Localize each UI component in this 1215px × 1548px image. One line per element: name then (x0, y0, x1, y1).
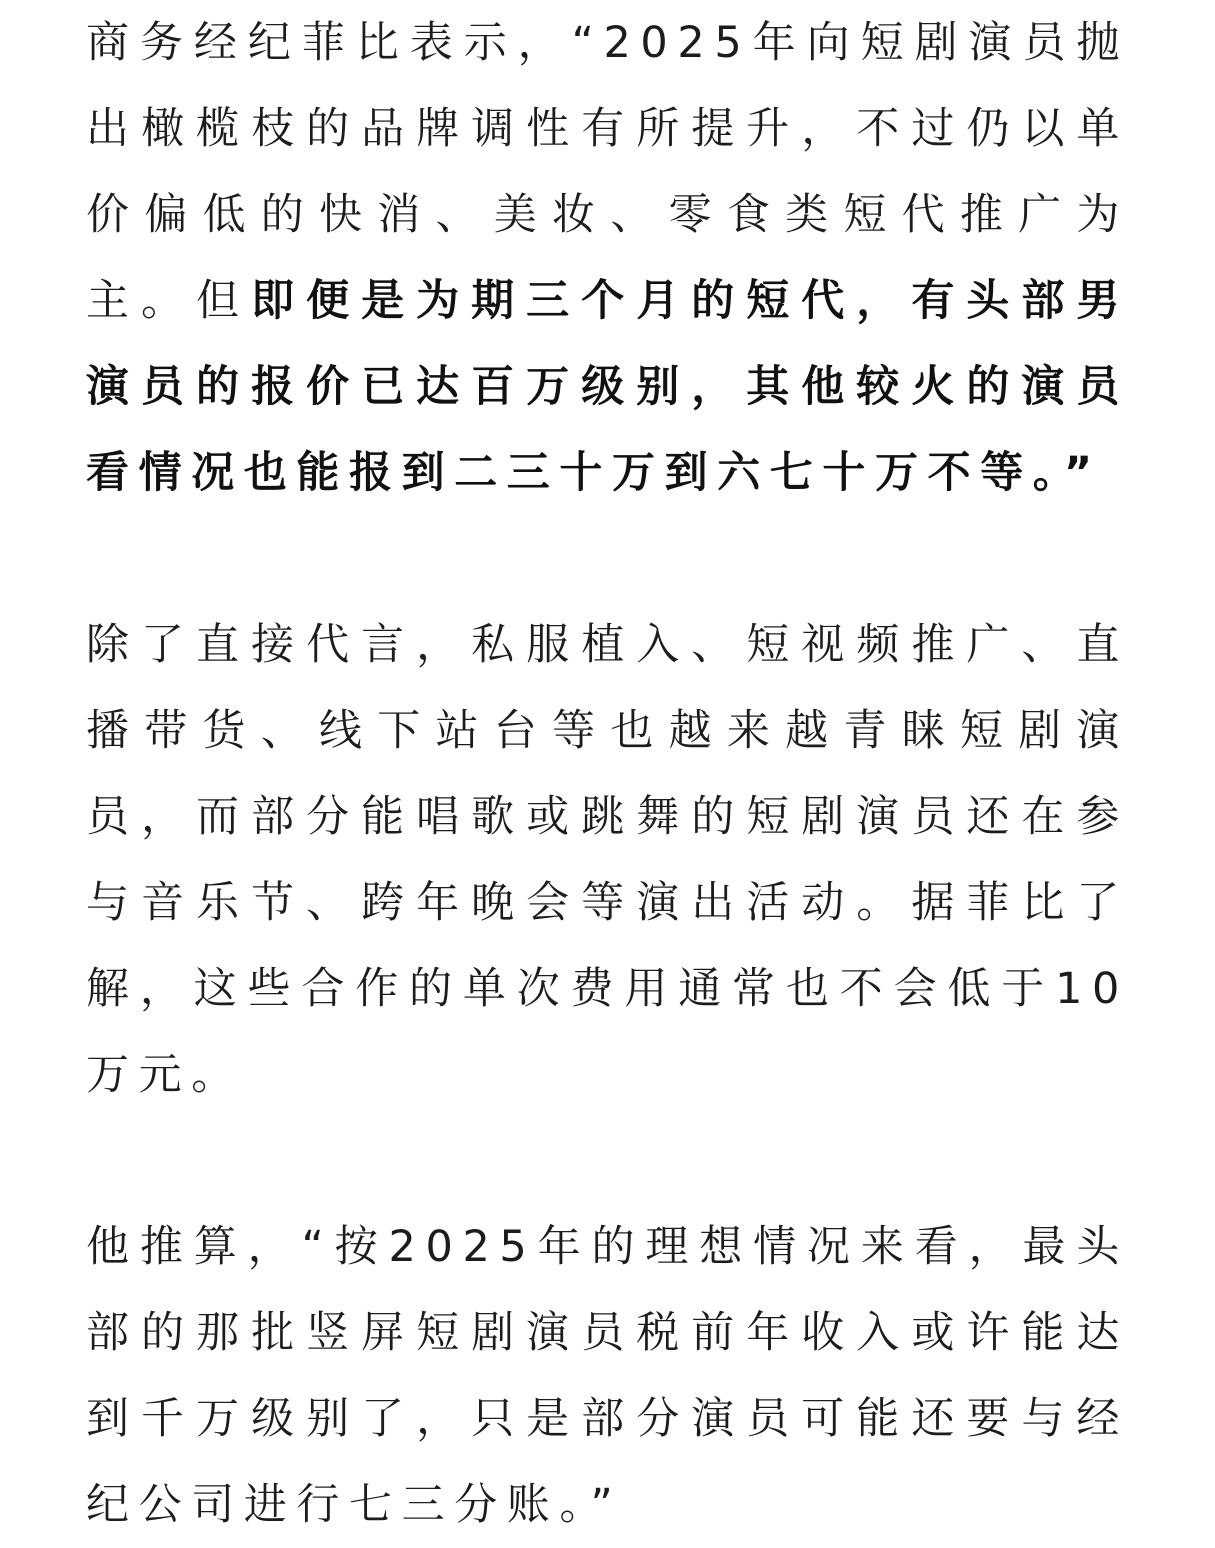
paragraph-annual-income (86, 1204, 1129, 1548)
paragraph-other-cooperation (86, 602, 1129, 1118)
paragraph-brand-endorsement (86, 0, 1129, 516)
paragraph-bold-text: 即便是为期三个月的短代，有头部男演员的报价已达百万级别，其他较火的演员看情况也能报到二三十万到六七十万不等。” (86, 276, 1129, 498)
paragraph-text: 除了直接代言，私服植入、短视频推广、直播带货、线下站台等也越来越青睐短剧演员，而部分能唱歌或跳舞的短剧演员还在参与音乐节、跨年晚会等演出活动。据菲比了解，这些合作的单次费用通常也不会低于10万元。 (86, 620, 1129, 1100)
paragraph-text: 他推算，“按2025年的理想情况来看，最头部的那批竖屏短剧演员税前年收入或许能达到千万级别了，只是部分演员可能还要与经纪公司进行七三分账。” (86, 1222, 1129, 1530)
article-body (86, 0, 1129, 1548)
paragraph-text: 商务经纪菲比表示，“2025年向短剧演员抛出橄榄枝的品牌调性有所提升，不过仍以单价偏低的快消、美妆、零食类短代推广为主。但 (86, 18, 1129, 326)
